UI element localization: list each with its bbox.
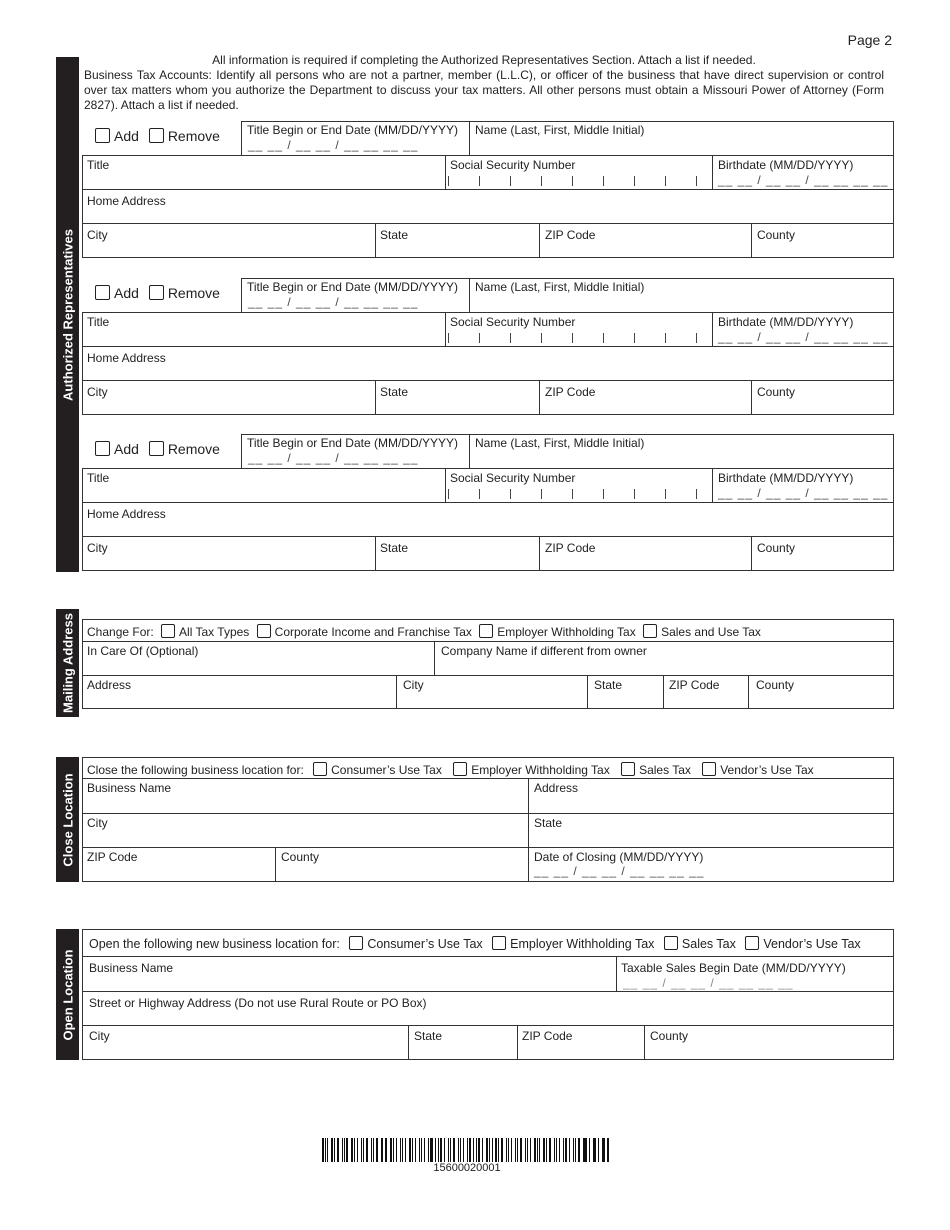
close-location-sidebar xyxy=(56,757,79,882)
barcode-bar xyxy=(344,1138,345,1162)
rep1-add-checkbox[interactable] xyxy=(95,128,110,143)
rep2-remove-checkbox[interactable] xyxy=(149,285,164,300)
ssn-digit-separator xyxy=(541,176,542,186)
close-vendors-use-label: Vendor’s Use Tax xyxy=(720,763,814,777)
ssn-digit-separator xyxy=(572,176,573,186)
barcode-bar xyxy=(549,1138,551,1162)
open-employer-withholding-label: Employer Withholding Tax xyxy=(510,937,655,951)
open-zip-label: ZIP Code xyxy=(522,1029,573,1043)
rep3-title-date-label: Title Begin or End Date (MM/DD/YYYY) xyxy=(247,436,458,450)
close-employer-withholding-label: Employer Withholding Tax xyxy=(471,763,610,777)
open-vendors-use-label: Vendor’s Use Tax xyxy=(763,937,861,951)
ssn-digit-separator xyxy=(634,489,635,499)
ssn-digit-separator xyxy=(665,176,666,186)
rep1-home-address-field[interactable] xyxy=(82,189,894,224)
barcode-bar xyxy=(593,1138,594,1162)
rep1-home-address-label: Home Address xyxy=(87,194,166,208)
rep3-add-checkbox[interactable] xyxy=(95,441,110,456)
barcode-bar xyxy=(473,1138,474,1162)
taxable-sales-begin-date-label: Taxable Sales Begin Date (MM/DD/YYYY) xyxy=(621,961,846,975)
company-name-field[interactable] xyxy=(434,641,894,676)
rep2-birthdate-hint: __ __ / __ __ / __ __ __ __ xyxy=(718,330,889,344)
rep1-zip-field[interactable] xyxy=(539,223,752,258)
barcode-bar xyxy=(361,1138,363,1162)
open-for-row xyxy=(82,929,894,957)
barcode-bar xyxy=(506,1138,507,1162)
closing-date-label: Date of Closing (MM/DD/YYYY) xyxy=(534,850,704,864)
mailing-address-field-label: Address xyxy=(87,678,132,692)
barcode-bar xyxy=(376,1138,378,1162)
rep2-title-date-label: Title Begin or End Date (MM/DD/YYYY) xyxy=(247,280,458,294)
rep3-name-field[interactable] xyxy=(469,434,894,469)
sales-and-use-tax-checkbox[interactable] xyxy=(643,624,657,638)
corporate-income-label: Corporate Income and Franchise Tax xyxy=(274,625,472,639)
close-vendors-use-checkbox[interactable] xyxy=(702,762,716,776)
open-zip-field[interactable] xyxy=(517,1025,645,1060)
rep1-birthdate-label: Birthdate (MM/DD/YYYY) xyxy=(718,158,854,172)
close-state-field[interactable] xyxy=(528,813,894,848)
rep3-remove-label: Remove xyxy=(167,441,220,457)
ssn-digit-separator xyxy=(510,176,511,186)
barcode-bar xyxy=(489,1138,490,1162)
barcode-bar xyxy=(486,1138,488,1162)
close-city-label: City xyxy=(87,816,108,830)
barcode-bar xyxy=(346,1138,348,1162)
rep1-county-field[interactable] xyxy=(751,223,894,258)
barcode-bar xyxy=(419,1138,420,1162)
ssn-digit-separator xyxy=(603,489,604,499)
rep2-state-label: State xyxy=(380,385,409,399)
ssn-digit-separator xyxy=(448,333,449,343)
close-zip-label: ZIP Code xyxy=(87,850,138,864)
mailing-zip-label: ZIP Code xyxy=(669,678,720,692)
rep1-name-label: Name (Last, First, Middle Initial) xyxy=(475,123,645,137)
all-tax-types-checkbox[interactable] xyxy=(161,624,175,638)
rep3-ssn-label: Social Security Number xyxy=(450,471,576,485)
taxable-sales-begin-date-field[interactable] xyxy=(616,956,894,992)
barcode-bar xyxy=(460,1138,461,1162)
ssn-digit-separator xyxy=(510,489,511,499)
rep1-add-label: Add xyxy=(114,128,139,144)
barcode-bar xyxy=(511,1138,513,1162)
rep3-remove-checkbox[interactable] xyxy=(149,441,164,456)
ssn-digit-separator xyxy=(572,333,573,343)
barcode-bar xyxy=(520,1138,522,1162)
mailing-state-label: State xyxy=(594,678,623,692)
barcode-bar xyxy=(337,1138,339,1162)
rep3-title-date-field[interactable] xyxy=(241,434,470,469)
rep1-title-date-label: Title Begin or End Date (MM/DD/YYYY) xyxy=(247,123,458,137)
rep2-add-remove xyxy=(82,278,242,312)
barcode-bar xyxy=(393,1138,394,1162)
all-tax-types-label: All Tax Types xyxy=(179,625,250,639)
rep3-home-address-field[interactable] xyxy=(82,502,894,537)
barcode-bar xyxy=(357,1138,358,1162)
ssn-digit-separator xyxy=(572,489,573,499)
open-county-label: County xyxy=(650,1029,689,1043)
rep1-county-label: County xyxy=(757,228,796,242)
barcode-bar xyxy=(554,1138,555,1162)
rep2-county-field[interactable] xyxy=(751,380,894,415)
rep1-title-date-field[interactable] xyxy=(241,121,470,156)
barcode-bar xyxy=(534,1138,536,1162)
rep2-birthdate-label: Birthdate (MM/DD/YYYY) xyxy=(718,315,854,329)
rep1-zip-label: ZIP Code xyxy=(545,228,596,242)
barcode-bar xyxy=(351,1138,353,1162)
rep3-add-remove xyxy=(82,434,242,468)
open-location-sidebar xyxy=(56,929,79,1060)
rep2-add-checkbox[interactable] xyxy=(95,285,110,300)
open-city-label: City xyxy=(89,1029,110,1043)
ssn-digit-separator xyxy=(665,333,666,343)
ssn-digit-separator xyxy=(603,176,604,186)
barcode-image xyxy=(322,1138,612,1162)
open-consumers-use-checkbox[interactable] xyxy=(349,936,363,950)
barcode-bar xyxy=(450,1138,451,1162)
close-for-label: Close the following business location for: xyxy=(87,763,304,777)
rep3-birthdate-label: Birthdate (MM/DD/YYYY) xyxy=(718,471,854,485)
rep3-birthdate-field[interactable] xyxy=(712,468,894,503)
barcode-bar xyxy=(469,1138,471,1162)
barcode-bar xyxy=(396,1138,397,1162)
close-city-field[interactable] xyxy=(82,813,529,848)
barcode-bar xyxy=(371,1138,372,1162)
mailing-zip-field[interactable] xyxy=(663,675,749,709)
ssn-digit-separator xyxy=(479,489,480,499)
barcode-bar xyxy=(325,1138,326,1162)
rep2-ssn-field[interactable] xyxy=(445,312,713,347)
rep2-zip-field[interactable] xyxy=(539,380,752,415)
close-zip-field[interactable] xyxy=(82,847,276,882)
rep1-ssn-field[interactable] xyxy=(445,155,713,190)
employer-withholding-checkbox[interactable] xyxy=(479,624,493,638)
barcode-bar xyxy=(381,1138,382,1162)
barcode-bar xyxy=(458,1138,459,1162)
barcode-bar xyxy=(327,1138,328,1162)
ssn-digit-separator xyxy=(696,489,697,499)
ssn-digit-separator xyxy=(665,489,666,499)
rep3-city-label: City xyxy=(87,541,108,555)
rep3-zip-field[interactable] xyxy=(539,536,752,571)
mailing-change-for-row xyxy=(82,619,894,642)
barcode-bar xyxy=(478,1138,480,1162)
rep3-state-field[interactable] xyxy=(375,536,540,571)
barcode-bar xyxy=(435,1138,436,1162)
barcode-bar xyxy=(583,1138,584,1162)
barcode-bar xyxy=(430,1138,432,1162)
open-vendors-use-checkbox[interactable] xyxy=(745,936,759,950)
rep2-city-field[interactable] xyxy=(82,380,376,415)
sales-and-use-tax-label: Sales and Use Tax xyxy=(661,625,761,639)
barcode-bar xyxy=(584,1138,586,1162)
close-employer-withholding-checkbox[interactable] xyxy=(453,762,467,776)
rep1-title-label: Title xyxy=(87,158,110,172)
rep2-title-field[interactable] xyxy=(82,312,446,347)
barcode-bar xyxy=(482,1138,483,1162)
barcode-bar xyxy=(543,1138,545,1162)
ssn-digit-separator xyxy=(696,333,697,343)
barcode-bar xyxy=(603,1138,605,1162)
barcode-bar xyxy=(322,1138,324,1162)
rep3-title-label: Title xyxy=(87,471,110,485)
ssn-digit-separator xyxy=(603,333,604,343)
close-sales-tax-checkbox[interactable] xyxy=(621,762,635,776)
corporate-income-checkbox[interactable] xyxy=(257,624,271,638)
close-consumers-use-checkbox[interactable] xyxy=(313,762,327,776)
barcode-block xyxy=(322,1138,612,1174)
rep1-birthdate-hint: __ __ / __ __ / __ __ __ __ xyxy=(718,173,889,187)
rep2-add-label: Add xyxy=(114,285,139,301)
barcode-bar xyxy=(373,1138,374,1162)
close-county-field[interactable] xyxy=(275,847,529,882)
rep3-add-label: Add xyxy=(114,441,139,457)
mailing-city-field[interactable] xyxy=(396,675,588,709)
rep3-name-label: Name (Last, First, Middle Initial) xyxy=(475,436,645,450)
barcode-bar xyxy=(476,1138,477,1162)
closing-date-field[interactable] xyxy=(528,847,894,882)
barcode-bar xyxy=(385,1138,387,1162)
rep1-birthdate-field[interactable] xyxy=(712,155,894,190)
open-business-name-label: Business Name xyxy=(89,961,174,975)
rep1-city-label: City xyxy=(87,228,108,242)
open-city-field[interactable] xyxy=(82,1025,409,1060)
barcode-bar xyxy=(400,1138,402,1162)
barcode-bar xyxy=(530,1138,531,1162)
barcode-bar xyxy=(331,1138,333,1162)
ssn-digit-separator xyxy=(634,333,635,343)
authorized-representatives-sidebar xyxy=(56,57,79,572)
rep1-title-date-hint: __ __ / __ __ / __ __ __ __ xyxy=(248,138,419,152)
rep2-home-address-field[interactable] xyxy=(82,346,894,381)
barcode-bar xyxy=(342,1138,343,1162)
rep2-name-label: Name (Last, First, Middle Initial) xyxy=(475,280,645,294)
barcode-bar xyxy=(517,1138,518,1162)
barcode-bar xyxy=(415,1138,417,1162)
rep1-title-field[interactable] xyxy=(82,155,446,190)
barcode-bar xyxy=(428,1138,429,1162)
rep3-birthdate-hint: __ __ / __ __ / __ __ __ __ xyxy=(718,486,889,500)
mailing-address-label: Mailing Address xyxy=(60,613,75,713)
rep2-title-label: Title xyxy=(87,315,110,329)
ssn-digit-separator xyxy=(634,176,635,186)
close-business-name-field[interactable] xyxy=(82,778,529,814)
barcode-bar xyxy=(463,1138,465,1162)
rep2-state-field[interactable] xyxy=(375,380,540,415)
barcode-bar xyxy=(363,1138,364,1162)
change-for-label: Change For: xyxy=(87,625,154,639)
barcode-bar xyxy=(578,1138,580,1162)
open-state-field[interactable] xyxy=(408,1025,518,1060)
rep1-state-label: State xyxy=(380,228,409,242)
barcode-bar xyxy=(563,1138,564,1162)
barcode-bar xyxy=(424,1138,426,1162)
barcode-bar xyxy=(440,1138,442,1162)
closing-date-hint: __ __ / __ __ / __ __ __ __ xyxy=(534,864,705,878)
rep1-add-remove xyxy=(82,121,242,155)
close-consumers-use-label: Consumer’s Use Tax xyxy=(331,763,442,777)
rep2-birthdate-field[interactable] xyxy=(712,312,894,347)
rep1-city-field[interactable] xyxy=(82,223,376,258)
rep2-remove-label: Remove xyxy=(167,285,220,301)
rep2-ssn-label: Social Security Number xyxy=(450,315,576,329)
barcode-bar xyxy=(405,1138,406,1162)
mailing-city-label: City xyxy=(403,678,424,692)
barcode-bar xyxy=(382,1138,383,1162)
barcode-bar xyxy=(390,1138,392,1162)
barcode-bar xyxy=(537,1138,538,1162)
close-for-row xyxy=(82,757,894,779)
rep3-home-address-label: Home Address xyxy=(87,507,166,521)
open-state-label: State xyxy=(414,1029,443,1043)
open-for-label: Open the following new business location for: xyxy=(89,937,340,951)
barcode-bar xyxy=(467,1138,468,1162)
mailing-address-field[interactable] xyxy=(82,675,397,709)
barcode-bar xyxy=(501,1138,503,1162)
rep2-name-field[interactable] xyxy=(469,278,894,313)
open-sales-tax-label: Sales Tax xyxy=(681,937,736,951)
barcode-bar xyxy=(594,1138,596,1162)
barcode-bar xyxy=(569,1138,570,1162)
company-name-label: Company Name if different from owner xyxy=(441,644,647,658)
open-employer-withholding-checkbox[interactable] xyxy=(492,936,506,950)
barcode-bar xyxy=(448,1138,449,1162)
rep2-county-label: County xyxy=(757,385,796,399)
close-state-label: State xyxy=(534,816,563,830)
authorized-representatives-label: Authorized Representatives xyxy=(60,228,75,401)
close-address-label: Address xyxy=(534,781,579,795)
barcode-bar xyxy=(453,1138,455,1162)
rep3-zip-label: ZIP Code xyxy=(545,541,596,555)
street-address-label: Street or Highway Address (Do not use Rural Route or PO Box) xyxy=(89,996,427,1010)
barcode-bar xyxy=(515,1138,516,1162)
open-business-name-field[interactable] xyxy=(82,956,617,992)
barcode-bar xyxy=(498,1138,499,1162)
barcode-bar xyxy=(559,1138,560,1162)
barcode-bar xyxy=(525,1138,527,1162)
rep2-title-date-field[interactable] xyxy=(241,278,470,313)
open-county-field[interactable] xyxy=(644,1025,894,1060)
barcode-bar xyxy=(607,1138,609,1162)
barcode-bar xyxy=(354,1138,355,1162)
barcode-bar xyxy=(492,1138,493,1162)
ssn-digit-separator xyxy=(541,333,542,343)
barcode-bar xyxy=(602,1138,603,1162)
in-care-of-label: In Care Of (Optional) xyxy=(87,644,199,658)
in-care-of-field[interactable] xyxy=(82,641,435,676)
mailing-county-field[interactable] xyxy=(748,675,894,709)
barcode-bar xyxy=(495,1138,497,1162)
mailing-county-label: County xyxy=(756,678,795,692)
barcode-bar xyxy=(412,1138,413,1162)
rep1-remove-label: Remove xyxy=(167,128,220,144)
close-address-field[interactable] xyxy=(528,778,894,814)
taxable-sales-begin-date-hint: __ __ / __ __ / __ __ __ __ xyxy=(623,976,794,990)
open-sales-tax-checkbox[interactable] xyxy=(664,936,678,950)
barcode-bar xyxy=(438,1138,439,1162)
close-business-name-label: Business Name xyxy=(87,781,172,795)
barcode-bar xyxy=(366,1138,368,1162)
ssn-digit-separator xyxy=(696,176,697,186)
barcode-bar xyxy=(421,1138,422,1162)
barcode-bar xyxy=(409,1138,411,1162)
rep2-zip-label: ZIP Code xyxy=(545,385,596,399)
barcode-bar xyxy=(546,1138,547,1162)
ssn-digit-separator xyxy=(479,176,480,186)
barcode-bar xyxy=(556,1138,558,1162)
ssn-digit-separator xyxy=(479,333,480,343)
barcode-bar xyxy=(334,1138,335,1162)
rep2-title-date-hint: __ __ / __ __ / __ __ __ __ xyxy=(248,295,419,309)
barcode-bar xyxy=(575,1138,577,1162)
barcode-bar xyxy=(527,1138,528,1162)
rep3-city-field[interactable] xyxy=(82,536,376,571)
barcode-bar xyxy=(573,1138,574,1162)
rep3-state-label: State xyxy=(380,541,409,555)
ssn-digit-separator xyxy=(541,489,542,499)
ssn-digit-separator xyxy=(510,333,511,343)
ssn-digit-separator xyxy=(448,489,449,499)
rep1-name-field[interactable] xyxy=(469,121,894,156)
mailing-state-field[interactable] xyxy=(587,675,664,709)
barcode-bar xyxy=(508,1138,509,1162)
rep1-remove-checkbox[interactable] xyxy=(149,128,164,143)
open-consumers-use-label: Consumer’s Use Tax xyxy=(367,937,483,951)
close-location-label: Close Location xyxy=(60,772,75,867)
barcode-bar xyxy=(444,1138,446,1162)
ssn-digit-separator xyxy=(448,176,449,186)
rep3-county-field[interactable] xyxy=(751,536,894,571)
barcode-number: 15600020001 xyxy=(433,1162,501,1174)
barcode-bar xyxy=(539,1138,540,1162)
intro-line-1: All information is required if completing the Authorized Representatives Section. Attach a list if needed. xyxy=(212,53,756,67)
rep2-city-label: City xyxy=(87,385,108,399)
intro-line-2: Business Tax Accounts: Identify all persons who are not a partner, member (L.L.C), or officer of the business that have direct supervision or control over tax matters whom you authorize the Department to discuss your tax matters. All other persons must obtain a Missouri Power of Attorney (Form 2827). Attach a list if needed. xyxy=(84,68,884,112)
page-number: Page 2 xyxy=(847,32,892,48)
rep1-ssn-label: Social Security Number xyxy=(450,158,576,172)
rep3-title-field[interactable] xyxy=(82,468,446,503)
rep3-ssn-field[interactable] xyxy=(445,468,713,503)
intro-text xyxy=(84,53,884,113)
rep3-county-label: County xyxy=(757,541,796,555)
open-location-label: Open Location xyxy=(60,949,75,1040)
close-county-label: County xyxy=(281,850,320,864)
employer-withholding-label: Employer Withholding Tax xyxy=(497,625,636,639)
street-address-field[interactable] xyxy=(82,991,894,1026)
rep2-home-address-label: Home Address xyxy=(87,351,166,365)
rep1-state-field[interactable] xyxy=(375,223,540,258)
close-sales-tax-label: Sales Tax xyxy=(639,763,691,777)
mailing-address-sidebar xyxy=(56,609,79,717)
barcode-bar xyxy=(565,1138,567,1162)
rep3-title-date-hint: __ __ / __ __ / __ __ __ __ xyxy=(248,451,419,465)
barcode-bar xyxy=(598,1138,599,1162)
barcode-bar xyxy=(402,1138,403,1162)
barcode-bar xyxy=(589,1138,590,1162)
